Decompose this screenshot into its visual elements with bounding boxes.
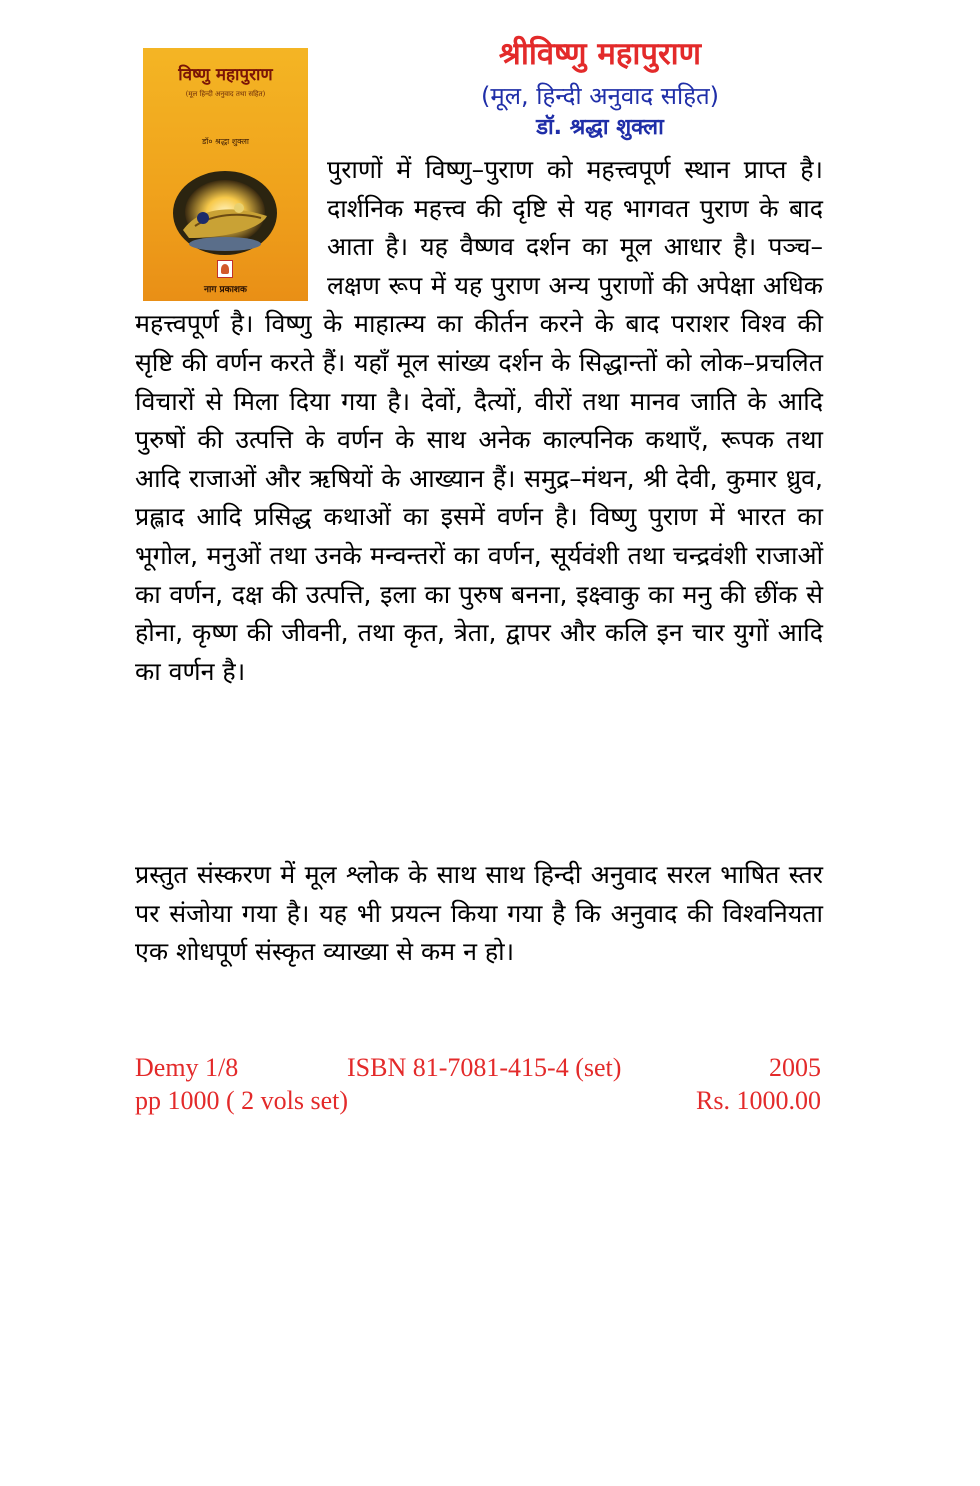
cover-title: विष्णु महापुराण xyxy=(178,65,273,85)
publication-year: 2005 xyxy=(769,1053,821,1082)
description-paragraph-1-text: पुराणों में विष्णु–पुराण को महत्त्वपूर्ण स्थान प्राप्त है। दार्शनिक महत्त्व की दृष्टि से यह भागवत पुराण के बाद आता है। यह वैष्णव दर्शन का मूल आधार है। पञ्च–लक्षण रूप में यह पुराण अन्य पुराणों की अपेक्षा अधिक महत्त्वपूर्ण है। विष्णु के माहात्म्य का कीर्तन करने के बाद पराशर विश्व की सृष्टि की वर्णन करते हैं। यहाँ मूल सांख्य दर्शन के सिद्धान्तों को लोक–प्रचलित विचारों से मिला दिया गया है। देवों, दैत्यों, वीरों तथा मानव जाति के आदि पुरुषों की उत्पत्ति के वर्णन के साथ अनेक काल्पनिक कथाएँ, रूपक तथा आदि राजाओं और ऋषियों के आख्यान हैं। समुद्र–मंथन, श्री देवी, कुमार ध्रुव, प्रह्लाद आदि प्रसिद्ध कथाओं का इसमें वर्णन है। विष्णु पुराण में भारत का भूगोल, मनुओं तथा उनके मन्वन्तरों का वर्णन, सूर्यवंशी तथा चन्द्रवंशी राजाओं का वर्णन, दक्ष की उत्पत्ति, इला का पुरुष बनना, इक्ष्वाकु का मनु की छींक से होना, कृष्ण की जीवनी, तथा कृत, त्रेता, द्वापर और कलि इन चार युगों आदि का वर्णन है। xyxy=(135,155,823,686)
page-count: pp 1000 ( 2 vols set) xyxy=(135,1086,349,1115)
footer-row-1 xyxy=(135,1052,821,1084)
cover-author: डॉ० श्रद्धा शुक्ला xyxy=(201,137,250,146)
book-price: Rs. 1000.00 xyxy=(696,1086,821,1115)
description-paragraph-2: प्रस्तुत संस्करण में मूल श्लोक के साथ साथ हिन्दी अनुवाद सरल भाषित स्तर पर संजोया गया है। यह भी प्रयत्न किया गया है कि अनुवाद की विश्वनियता एक शोधपूर्ण संस्कृत व्याख्या से कम न हो। xyxy=(135,860,823,967)
book-subtitle: (मूल, हिन्दी अनुवाद सहित) xyxy=(480,82,720,110)
cover-publisher: नाग प्रकाशक xyxy=(204,285,247,295)
cover-subtitle: (मूल हिन्दी अनुवाद तथा सहित) xyxy=(185,90,266,98)
book-format: Demy 1/8 xyxy=(135,1053,239,1082)
footer-row-2 xyxy=(135,1085,821,1117)
book-title: श्रीविष्णु महापुराण xyxy=(498,36,702,72)
description-paragraph-1 xyxy=(135,151,823,691)
book-isbn: ISBN 81-7081-415-4 (set) xyxy=(347,1053,622,1082)
cover-wrap-spacer xyxy=(135,151,327,305)
book-author: डॉ. श्रद्धा शुक्ला xyxy=(536,115,664,140)
